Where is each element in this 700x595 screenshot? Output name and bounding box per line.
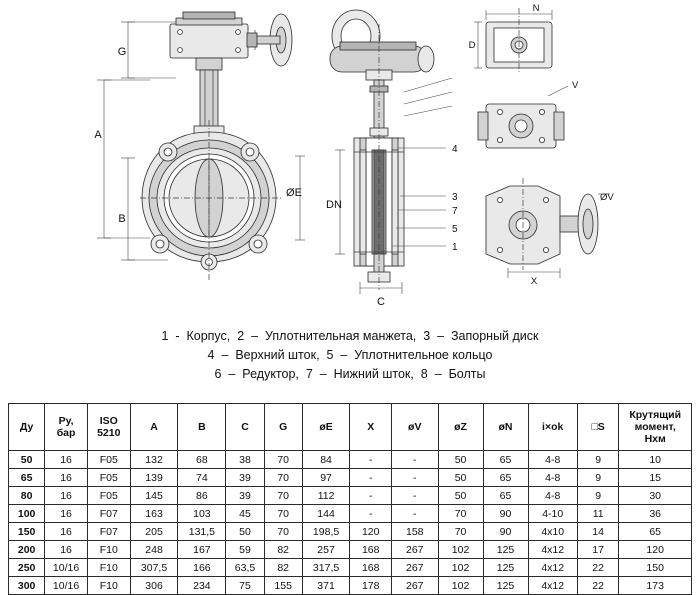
header-z: øZ xyxy=(438,404,483,451)
table-cell: 22 xyxy=(577,559,618,577)
dimension-C xyxy=(360,282,402,294)
header-iok: i×ok xyxy=(528,404,577,451)
table-cell: F07 xyxy=(87,523,130,541)
table-cell: 70 xyxy=(438,523,483,541)
table-cell: F05 xyxy=(87,487,130,505)
header-iso xyxy=(87,404,130,451)
table-cell: F10 xyxy=(87,559,130,577)
table-cell: 82 xyxy=(264,541,302,559)
table-cell: F10 xyxy=(87,577,130,595)
table-cell: 178 xyxy=(350,577,391,595)
table-cell: 300 xyxy=(9,577,45,595)
table-head xyxy=(9,404,692,451)
table-cell: 16 xyxy=(45,451,88,469)
table-cell: 257 xyxy=(302,541,350,559)
table-cell: 155 xyxy=(264,577,302,595)
table-cell: - xyxy=(350,505,391,523)
table-cell: F10 xyxy=(87,541,130,559)
table-cell: 59 xyxy=(226,541,264,559)
callout-7: 7 xyxy=(452,206,458,217)
table-cell: 9 xyxy=(577,487,618,505)
dim-label-D: D xyxy=(468,40,476,51)
dim-label-C: C xyxy=(377,296,385,308)
table-cell: 16 xyxy=(45,469,88,487)
table-cell: 38 xyxy=(226,451,264,469)
header-py-line1: Ру, xyxy=(58,415,74,427)
table-cell: - xyxy=(391,451,438,469)
table-cell: 267 xyxy=(391,577,438,595)
table-cell: F05 xyxy=(87,469,130,487)
table-cell: 317,5 xyxy=(302,559,350,577)
table-cell: F07 xyxy=(87,505,130,523)
table-cell: 50 xyxy=(226,523,264,541)
header-iso-line2: 5210 xyxy=(97,427,121,439)
table-cell: 125 xyxy=(483,577,528,595)
header-s: □S xyxy=(577,404,618,451)
table-cell: 74 xyxy=(178,469,226,487)
table-cell: 16 xyxy=(45,541,88,559)
gearbox-body-side xyxy=(330,42,434,80)
dim-label-OV: ØV xyxy=(600,192,614,203)
table-cell: 125 xyxy=(483,559,528,577)
header-py-line2: бар xyxy=(56,427,76,439)
table-cell: 163 xyxy=(130,505,178,523)
table-cell: 45 xyxy=(226,505,264,523)
table-cell: 16 xyxy=(45,523,88,541)
table-cell: 70 xyxy=(264,451,302,469)
legend-line-3: 6 – Редуктор, 7 – Нижний шток, 8 – Болты xyxy=(214,367,486,381)
table-row xyxy=(9,577,692,595)
table-cell: 70 xyxy=(438,505,483,523)
table-cell: 307,5 xyxy=(130,559,178,577)
table-cell: 158 xyxy=(391,523,438,541)
table-cell: F05 xyxy=(87,451,130,469)
table-row xyxy=(9,505,692,523)
table-cell: 371 xyxy=(302,577,350,595)
dim-label-V-small: V xyxy=(572,80,579,91)
header-torque-line1: Крутящий xyxy=(629,409,682,421)
table-cell: 150 xyxy=(619,559,692,577)
table-cell: 86 xyxy=(178,487,226,505)
table-cell: 234 xyxy=(178,577,226,595)
table-cell: 15 xyxy=(619,469,692,487)
table-cell: 198,5 xyxy=(302,523,350,541)
table-cell: 90 xyxy=(483,523,528,541)
table-cell: 80 xyxy=(9,487,45,505)
table-cell: - xyxy=(350,451,391,469)
table-cell: 17 xyxy=(577,541,618,559)
header-e: øE xyxy=(302,404,350,451)
table-cell: - xyxy=(350,487,391,505)
gearbox-top-view xyxy=(469,3,552,68)
dim-label-E: ØE xyxy=(286,187,302,199)
header-torque-line3: Нхм xyxy=(644,433,666,445)
table-cell: 11 xyxy=(577,505,618,523)
table-cell: 70 xyxy=(264,505,302,523)
callout-1: 1 xyxy=(452,242,458,253)
table-row xyxy=(9,469,692,487)
table-cell: 306 xyxy=(130,577,178,595)
table-cell: 16 xyxy=(45,487,88,505)
table-cell: 4-8 xyxy=(528,469,577,487)
table-cell: 145 xyxy=(130,487,178,505)
header-g: G xyxy=(264,404,302,451)
dim-label-B: B xyxy=(118,213,126,225)
table-cell: 70 xyxy=(264,469,302,487)
table-cell: 90 xyxy=(483,505,528,523)
table-cell: 100 xyxy=(9,505,45,523)
gearbox-front-view xyxy=(478,80,579,148)
table-cell: - xyxy=(350,469,391,487)
specification-table-container xyxy=(8,403,692,595)
table-cell: 39 xyxy=(226,469,264,487)
callout-4: 4 xyxy=(452,144,458,155)
table-cell: 120 xyxy=(350,523,391,541)
table-cell: 82 xyxy=(264,559,302,577)
table-cell: 267 xyxy=(391,541,438,559)
table-cell: 250 xyxy=(9,559,45,577)
dimension-G xyxy=(121,22,176,78)
table-cell: 50 xyxy=(438,451,483,469)
table-cell: 36 xyxy=(619,505,692,523)
gearbox-body-front xyxy=(170,12,257,70)
table-row xyxy=(9,541,692,559)
table-cell: 150 xyxy=(9,523,45,541)
table-cell: 103 xyxy=(178,505,226,523)
table-cell: - xyxy=(391,487,438,505)
table-cell: 168 xyxy=(350,541,391,559)
table-cell: 50 xyxy=(438,487,483,505)
header-iso-line1: ISO xyxy=(99,415,118,427)
table-cell: 30 xyxy=(619,487,692,505)
table-cell: 50 xyxy=(438,469,483,487)
table-row xyxy=(9,451,692,469)
table-cell: 125 xyxy=(483,541,528,559)
header-c: C xyxy=(226,404,264,451)
header-du: Ду xyxy=(9,404,45,451)
header-v: øV xyxy=(391,404,438,451)
table-cell: 173 xyxy=(619,577,692,595)
header-torque xyxy=(619,404,692,451)
table-cell: 9 xyxy=(577,469,618,487)
table-cell: 65 xyxy=(483,487,528,505)
table-cell: 205 xyxy=(130,523,178,541)
header-py xyxy=(45,404,88,451)
table-cell: 4x12 xyxy=(528,577,577,595)
table-cell: 4-8 xyxy=(528,487,577,505)
table-cell: 132 xyxy=(130,451,178,469)
header-x: X xyxy=(350,404,391,451)
table-cell: 102 xyxy=(438,541,483,559)
callout-5: 5 xyxy=(452,224,458,235)
table-cell: 63,5 xyxy=(226,559,264,577)
legend-line-1: 1 - Корпус, 2 – Уплотнительная манжета, 3 – Запорный диск xyxy=(161,329,539,343)
table-cell: 144 xyxy=(302,505,350,523)
table-cell: 70 xyxy=(264,523,302,541)
table-cell: 4-10 xyxy=(528,505,577,523)
table-cell: 65 xyxy=(483,451,528,469)
header-a: A xyxy=(130,404,178,451)
table-cell: - xyxy=(391,505,438,523)
table-row xyxy=(9,523,692,541)
header-torque-line2: момент, xyxy=(634,421,676,433)
table-cell: 97 xyxy=(302,469,350,487)
table-cell: 131,5 xyxy=(178,523,226,541)
table-cell: 14 xyxy=(577,523,618,541)
dimension-V-leader xyxy=(548,86,568,96)
table-cell: 4x10 xyxy=(528,523,577,541)
table-cell: 166 xyxy=(178,559,226,577)
table-cell: 10 xyxy=(619,451,692,469)
table-row xyxy=(9,559,692,577)
callout-3: 3 xyxy=(452,192,458,203)
table-cell: 65 xyxy=(9,469,45,487)
specification-table xyxy=(8,403,692,595)
table-cell: 267 xyxy=(391,559,438,577)
dim-label-A: A xyxy=(94,129,102,141)
table-cell: 200 xyxy=(9,541,45,559)
table-cell: 112 xyxy=(302,487,350,505)
table-cell: 4x12 xyxy=(528,541,577,559)
table-cell: - xyxy=(391,469,438,487)
table-cell: 248 xyxy=(130,541,178,559)
header-n: øN xyxy=(483,404,528,451)
table-cell: 167 xyxy=(178,541,226,559)
dim-label-N: N xyxy=(532,3,540,14)
table-cell: 4x12 xyxy=(528,559,577,577)
table-cell: 22 xyxy=(577,577,618,595)
table-cell: 9 xyxy=(577,451,618,469)
table-cell: 4-8 xyxy=(528,451,577,469)
table-cell: 16 xyxy=(45,505,88,523)
table-cell: 102 xyxy=(438,559,483,577)
table-header-row xyxy=(9,404,692,451)
table-cell: 10/16 xyxy=(45,577,88,595)
table-cell: 65 xyxy=(483,469,528,487)
table-body xyxy=(9,451,692,595)
table-cell: 50 xyxy=(9,451,45,469)
table-cell: 39 xyxy=(226,487,264,505)
stem-column-front xyxy=(194,70,224,138)
dim-label-G: G xyxy=(117,46,127,58)
gearbox-side-view xyxy=(486,186,614,287)
dim-label-X: X xyxy=(530,276,538,287)
table-cell: 139 xyxy=(130,469,178,487)
table-cell: 10/16 xyxy=(45,559,88,577)
side-section-view xyxy=(326,10,458,282)
table-cell: 75 xyxy=(226,577,264,595)
table-cell: 84 xyxy=(302,451,350,469)
table-cell: 120 xyxy=(619,541,692,559)
parts-legend xyxy=(0,327,700,384)
legend-line-2: 4 – Верхний шток, 5 – Уплотнительное кольцо xyxy=(207,348,493,362)
table-cell: 70 xyxy=(264,487,302,505)
table-cell: 102 xyxy=(438,577,483,595)
table-cell: 65 xyxy=(619,523,692,541)
dim-label-DN: DN xyxy=(326,199,342,211)
handwheel xyxy=(252,14,292,66)
table-cell: 68 xyxy=(178,451,226,469)
header-b: B xyxy=(178,404,226,451)
table-cell: 168 xyxy=(350,559,391,577)
table-row xyxy=(9,487,692,505)
